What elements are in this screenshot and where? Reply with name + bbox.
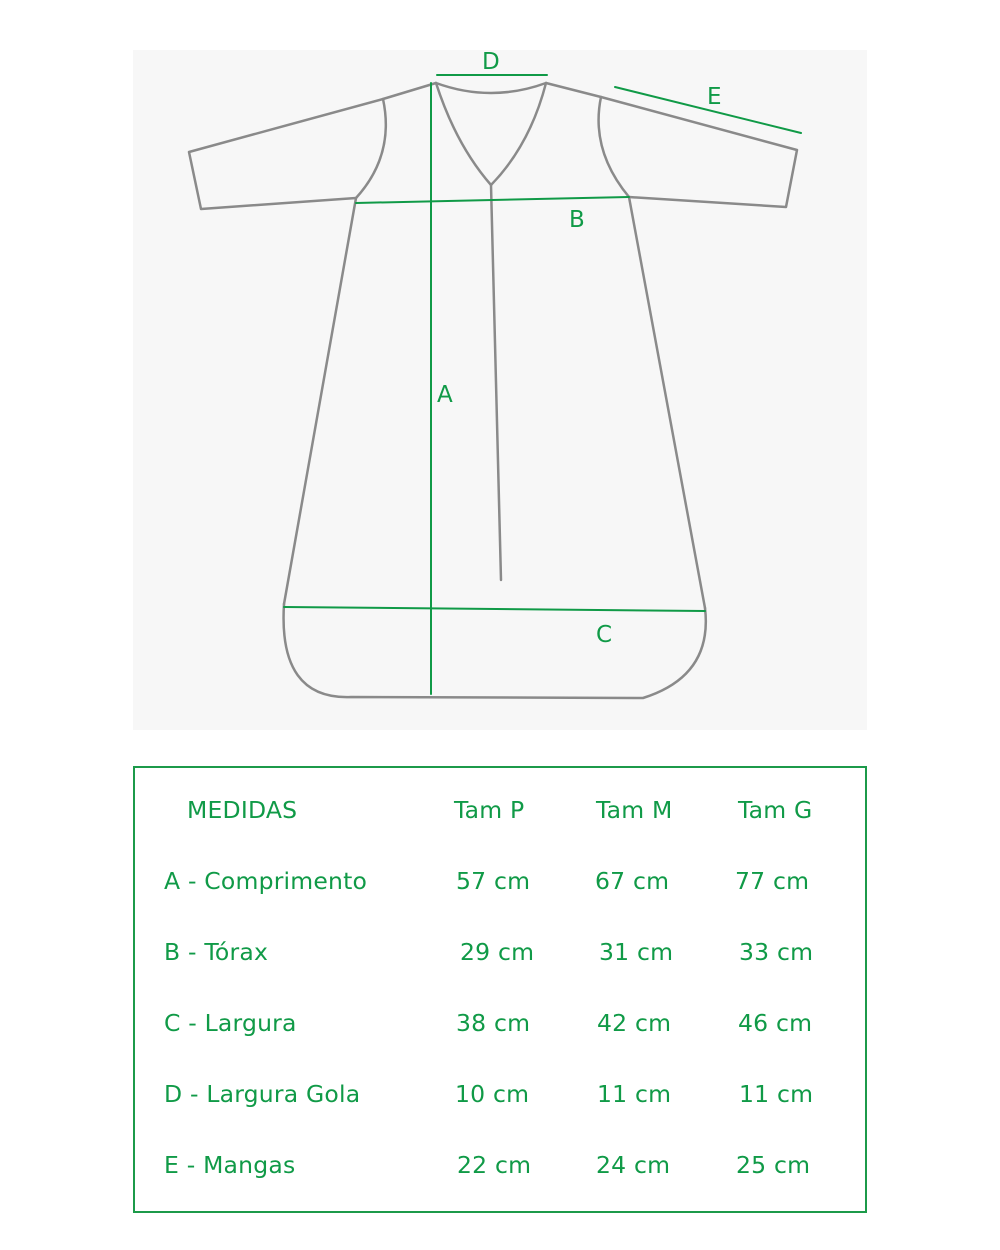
left-armhole bbox=[356, 99, 386, 198]
neck-back bbox=[436, 83, 546, 93]
header-tam-m: Tam M bbox=[596, 796, 673, 824]
row-label: B - Tórax bbox=[164, 938, 269, 966]
row-value-p: 29 cm bbox=[460, 938, 535, 966]
measurements-table bbox=[133, 766, 867, 1213]
label-a: A bbox=[437, 382, 453, 408]
row-value-g: 11 cm bbox=[739, 1080, 814, 1108]
row-value-m: 11 cm bbox=[597, 1080, 672, 1108]
row-value-g: 25 cm bbox=[736, 1151, 811, 1179]
zipper-line bbox=[491, 185, 501, 580]
row-value-m: 67 cm bbox=[595, 867, 670, 895]
row-value-p: 10 cm bbox=[455, 1080, 530, 1108]
row-value-g: 33 cm bbox=[739, 938, 814, 966]
row-label: E - Mangas bbox=[164, 1151, 296, 1179]
row-value-g: 77 cm bbox=[735, 867, 810, 895]
label-c: C bbox=[596, 622, 613, 648]
neck-front-v bbox=[436, 83, 546, 185]
row-value-p: 57 cm bbox=[456, 867, 531, 895]
label-b: B bbox=[569, 207, 585, 233]
label-d: D bbox=[482, 49, 500, 75]
row-label: D - Largura Gola bbox=[164, 1080, 361, 1108]
body-left-side bbox=[284, 198, 356, 604]
right-armhole bbox=[599, 97, 629, 197]
row-value-m: 31 cm bbox=[599, 938, 674, 966]
header-tam-g: Tam G bbox=[738, 796, 813, 824]
row-label: A - Comprimento bbox=[164, 867, 368, 895]
row-label: C - Largura bbox=[164, 1009, 297, 1037]
body-bottom-curve bbox=[284, 604, 706, 698]
body-right-side bbox=[629, 197, 705, 608]
header-medidas: MEDIDAS bbox=[187, 796, 298, 824]
row-value-p: 38 cm bbox=[456, 1009, 531, 1037]
label-e: E bbox=[707, 84, 722, 110]
header-tam-p: Tam P bbox=[454, 796, 525, 824]
measure-line-c bbox=[284, 607, 705, 611]
row-value-p: 22 cm bbox=[457, 1151, 532, 1179]
row-value-m: 42 cm bbox=[597, 1009, 672, 1037]
row-value-g: 46 cm bbox=[738, 1009, 813, 1037]
row-value-m: 24 cm bbox=[596, 1151, 671, 1179]
left-sleeve-outline bbox=[189, 83, 436, 209]
